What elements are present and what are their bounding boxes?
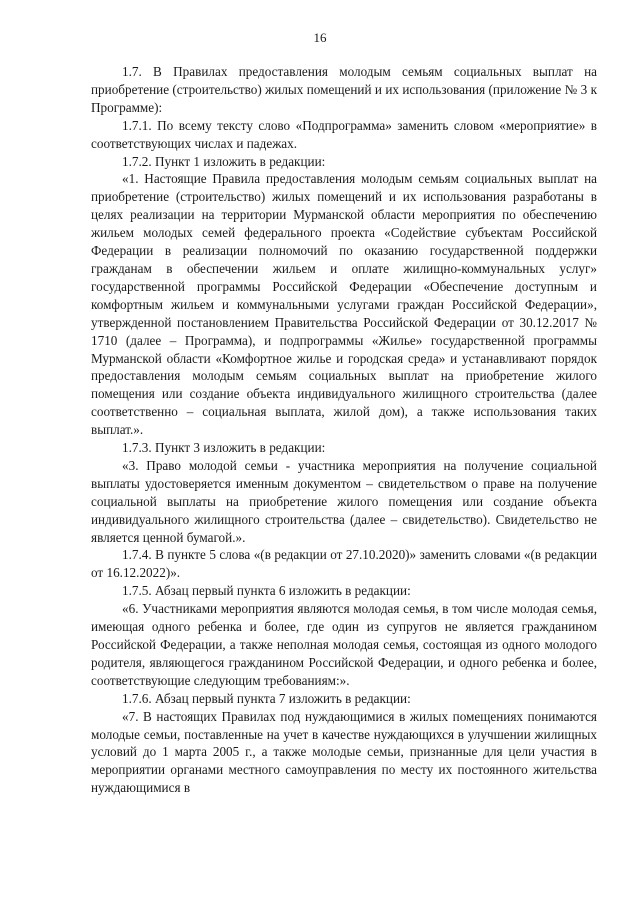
paragraph-1-7-6: 1.7.6. Абзац первый пункта 7 изложить в редакции: [122,690,411,706]
quoted-clause-3: «3. Право молодой семьи - участника мероприятия на получение социальной выплаты удостоверяется именным документом – свидетельством о праве на получение социальной выплаты на приобретение жилого помещения или создание объекта индивидуального жилищного строительства (далее – свидетельство). Свидетельство не является ценной бумагой.». [91,457,597,545]
quoted-clause-6: «6. Участниками мероприятия являются молодая семья, в том числе молодая семья, имеющая одного ребенка и более, где один из супругов не является гражданином Российской Федерации, а также неполная молодая семья, состоящая из одного молодого родителя, являющегося гражданином Российской Федерации, и одного ребенка и более, соответствующие следующим требованиям:». [91,601,597,688]
document-body [91,63,597,797]
quoted-clause-1: «1. Настоящие Правила предоставления молодым семьям социальных выплат на приобретение (строительство) жилых помещений и их использования разработаны в целях реализации на территории Мурманской области мероприятия по обеспечению жильем молодых семей федерального проекта «Содействие субъектам Российской Федерации в реализации полномочий по оказанию государственной поддержки гражданам в обеспечении жильем и оплате жилищно-коммунальных услуг» государственной программы Российской Федерации «Обеспечение доступным и комфортным жильем и коммунальными услугами граждан Российской Федерации», утвержденной постановлением Правительства Российской Федерации от 30.12.2017 № 1710 (далее – Программа), и подпрограммы «Жилье» государственной программы Мурманской области «Комфортное жилье и городская среда» и устанавливают порядок предоставления молодым семьям социальных выплат на приобретение жилого помещения или создание объекта индивидуального жилищного строительства (далее соответственно – социальная выплата, жилой дом), а также использования таких выплат.». [91,171,597,438]
page-number: 16 [313,30,327,45]
paragraph-1-7: 1.7. В Правилах предоставления молодым семьям социальных выплат на приобретение (строительство) жилых помещений и их использования (приложение № 3 к Программе): [91,64,597,115]
paragraph-1-7-1: 1.7.1. По всему тексту слово «Подпрограмма» заменить словом «мероприятие» в соответствующих числах и падежах. [91,117,597,151]
paragraph-1-7-3: 1.7.3. Пункт 3 изложить в редакции: [122,440,326,456]
quoted-clause-7: «7. В настоящих Правилах под нуждающимися в жилых помещениях понимаются молодые семьи, поставленные на учет в качестве нуждающихся в улучшении жилищных условий до 1 марта 2005 г., а также молодые семьи, признанные для цели участия в мероприятии органами местного самоуправления по месту их постоянного жительства нуждающимися в [91,708,597,796]
paragraph-1-7-4: 1.7.4. В пункте 5 слова «(в редакции от 27.10.2020)» заменить словами «(в редакции от 16.12.2022)». [91,547,597,581]
paragraph-1-7-5: 1.7.5. Абзац первый пункта 6 изложить в редакции: [122,583,411,599]
paragraph-1-7-2: 1.7.2. Пункт 1 изложить в редакции: [122,153,326,169]
